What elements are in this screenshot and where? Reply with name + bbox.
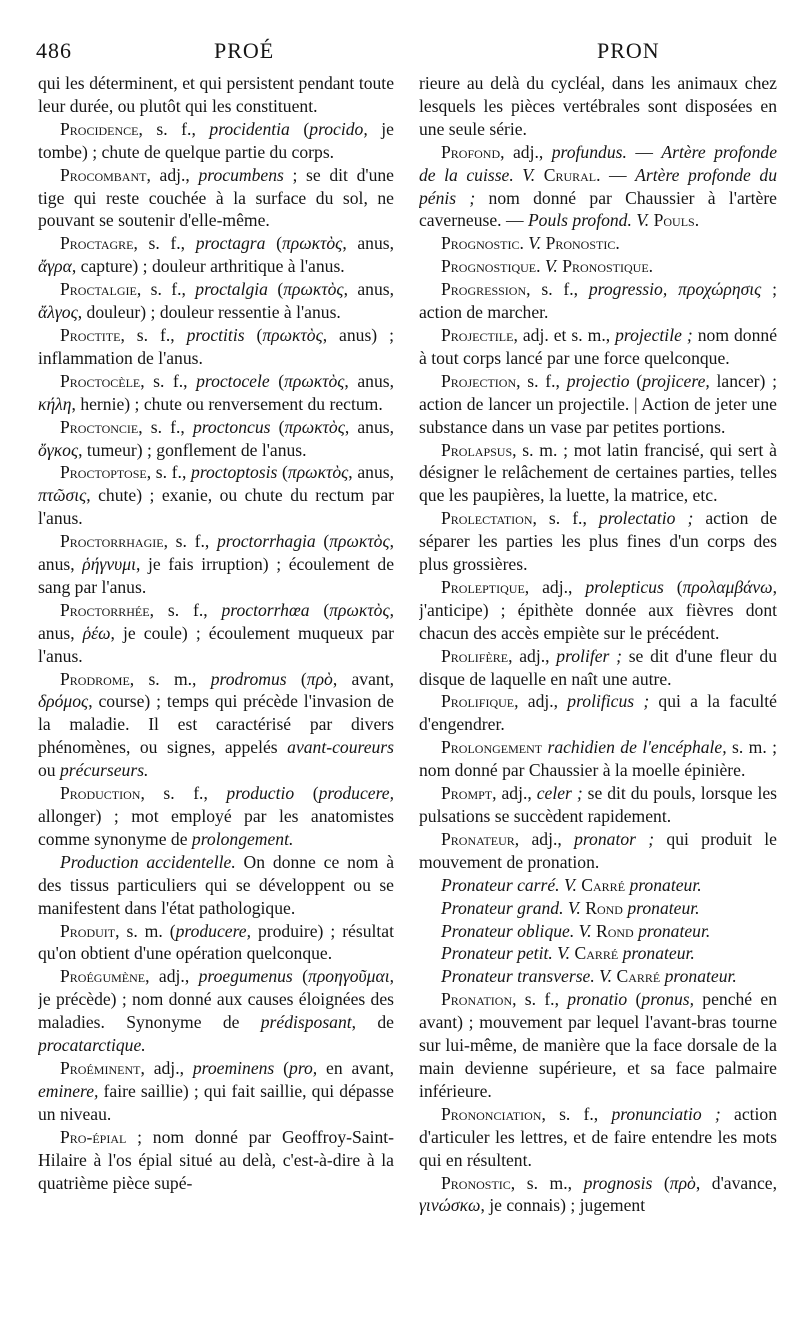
italic-text: V.	[528, 233, 542, 254]
entry-headword: Production	[60, 783, 141, 804]
entry-text: (	[663, 576, 683, 597]
dictionary-entry	[419, 232, 777, 255]
running-head	[32, 38, 772, 68]
entry-text: , s. f.,	[133, 233, 196, 254]
entry-text: , anus) ; inflammation de l'anus.	[38, 324, 394, 368]
italic-text: pronus,	[641, 989, 695, 1010]
italic-text: V.	[578, 920, 592, 941]
entry-text: , s. f.,	[163, 531, 217, 552]
entry-text: (	[277, 462, 288, 483]
entry-text: , anus,	[38, 599, 394, 643]
dictionary-entry	[419, 965, 777, 988]
dictionary-entry	[38, 278, 394, 324]
greek-etymon: πρωκτὸς	[284, 370, 345, 391]
entry-text: , tumeur) ; gonflement de l'anus.	[78, 439, 307, 460]
dictionary-entry	[38, 118, 394, 164]
italic-text: V.	[544, 256, 558, 277]
entry-text: , s. f.,	[140, 370, 197, 391]
entry-headword: Proégumène	[60, 966, 146, 987]
entry-continuation	[419, 72, 777, 141]
entry-text: —	[626, 141, 662, 162]
entry-text: qui les déterminent, et qui persistent pendant toute leur durée, ou plutôt qui les constituent.	[38, 73, 394, 116]
entry-text: ; se dit d'une tige qui reste couchée à la surface du sol, ne pouvant se soutenir d'elle-même.	[38, 164, 394, 231]
italic-text: proctorrhagia	[216, 531, 316, 552]
entry-text: , adj. et s. m.,	[513, 324, 616, 345]
entry-text: produire) ; résultat qu'on obtient d'une opération quelconque.	[38, 920, 394, 964]
dictionary-entry	[38, 782, 394, 851]
dictionary-entry	[419, 278, 777, 324]
italic-text: proctalgia	[195, 279, 268, 300]
cross-reference: Carré	[581, 874, 626, 895]
entry-headword: Prolifique	[441, 691, 515, 712]
greek-etymon: ῥήγνυμι	[82, 554, 136, 575]
dictionary-entry	[38, 164, 394, 233]
entry-headword: Produit	[60, 920, 116, 941]
entry-text: , avant,	[332, 668, 394, 689]
italic-text: producere,	[175, 920, 251, 941]
italic-text: proctoptosis	[191, 462, 278, 483]
italic-text: proctagra	[195, 233, 266, 254]
entry-headword: Proctoptose	[60, 462, 147, 483]
greek-etymon: πρωκτὸς	[281, 233, 343, 254]
italic-text: proctoncus	[192, 416, 271, 437]
entry-headword: Prodrome	[60, 668, 130, 689]
dictionary-entry	[419, 1172, 777, 1218]
entry-text: , s. f.,	[146, 462, 192, 483]
entry-text: (	[309, 599, 330, 620]
entry-text: , adj.,	[146, 164, 199, 185]
entry-text: (	[292, 966, 309, 987]
page-number: 486	[36, 38, 72, 63]
cross-reference: Rond	[585, 897, 623, 918]
entry-text: , s. f.,	[140, 783, 227, 804]
italic-text: rachidien de l'encéphale,	[547, 737, 727, 758]
entry-headword: Prompt	[441, 783, 493, 804]
entry-headword: Profond	[441, 141, 501, 162]
dictionary-entry	[419, 1103, 777, 1172]
entry-headword: Proleptique	[441, 576, 525, 597]
entry-text: , anus,	[344, 370, 394, 391]
italic-text: Artère profonde de la cuisse.	[419, 141, 777, 185]
entry-text: , adj.,	[524, 576, 586, 597]
italic-text: projicere,	[642, 370, 710, 391]
cross-reference: Rond	[595, 920, 634, 941]
entry-text: , s. f.,	[526, 279, 589, 300]
italic-text: précurseurs.	[60, 760, 149, 781]
italic-text: V.	[522, 164, 536, 185]
entry-text: , douleur) ; douleur ressentie à l'anus.	[77, 302, 341, 323]
dictionary-entry	[38, 668, 394, 783]
italic-text: Pronateur transverse.	[441, 966, 595, 987]
italic-text: V.	[599, 966, 613, 987]
entry-text: , s. m. ; mot latin francisé, qui sert à désigner le relâchement de certaines parties, telles que les paupières, la luette, la matrice, etc.	[419, 439, 777, 506]
italic-text: pronateur.	[629, 874, 702, 895]
italic-text: producere,	[318, 783, 394, 804]
entry-text: , course) ; temps qui précède l'invasion de la maladie. Il est caractérisé par divers phénomènes, ou signes, appelés	[38, 691, 394, 758]
entry-text: , adj.,	[514, 691, 568, 712]
entry-text: , adj.,	[514, 828, 575, 849]
greek-etymon: πρὸ	[669, 1172, 696, 1193]
entry-text: , adj.,	[492, 783, 537, 804]
entry-text: , s. m.,	[129, 668, 211, 689]
entry-text: rieure au delà du cycléal, dans les animaux chez lesquels les pièces vertébrales sont disposées en une seule série.	[419, 73, 777, 139]
entry-text: ; nom donné par Geoffroy-Saint-Hilaire à l'os épial situé au delà, c'est-à-dire à la quatrième pièce supé-	[38, 1126, 394, 1193]
entry-text: , adj.,	[145, 966, 199, 987]
dictionary-entry	[38, 599, 394, 668]
greek-etymon: πρωκτὸς	[287, 462, 349, 483]
italic-text: pronatio	[567, 989, 628, 1010]
italic-text: procatarctique.	[38, 1035, 146, 1056]
italic-text: prolifer ;	[556, 645, 622, 666]
italic-text: prédisposant	[260, 1012, 352, 1033]
entry-text: —	[600, 164, 636, 185]
greek-etymon: πρωκτὸς	[284, 416, 345, 437]
dictionary-entry	[419, 828, 777, 874]
entry-text	[535, 165, 544, 185]
dictionary-entry	[38, 965, 394, 1057]
entry-text: qui produit le mouvement de pronation.	[419, 828, 777, 872]
dictionary-entry	[38, 232, 394, 278]
greek-etymon: πρωκτὸς	[283, 279, 344, 300]
entry-text: , s. f.,	[138, 118, 210, 139]
italic-text: V.	[636, 210, 650, 231]
entry-text: (	[244, 324, 263, 345]
dictionary-entry	[38, 920, 394, 966]
entry-text: (	[286, 668, 307, 689]
dictionary-entry	[419, 874, 777, 897]
entry-text: (	[652, 1172, 670, 1193]
entry-text: (	[269, 370, 285, 391]
italic-text: pro,	[289, 1057, 318, 1078]
italic-text: proctorrhœa	[221, 599, 310, 620]
entry-text: , anus,	[38, 531, 394, 575]
entry-text: ou	[38, 760, 60, 781]
italic-text: avant-coureurs	[287, 737, 394, 758]
italic-text: Pouls profond.	[527, 210, 632, 231]
entry-headword: Proctoncie	[60, 416, 139, 437]
dictionary-entry	[38, 370, 394, 416]
italic-text: Production accidentelle.	[60, 851, 236, 872]
entry-headword: Proctorrhagie	[60, 531, 164, 552]
entry-headword: Proctocèle	[60, 370, 141, 391]
entry-headword: Projectile	[441, 324, 514, 345]
greek-etymon: ἄλγος	[38, 302, 78, 323]
entry-headword: Pro-épial	[60, 1126, 127, 1147]
entry-headword: Proctorrhée	[60, 599, 150, 620]
entry-text: ; action de marcher.	[419, 279, 777, 323]
entry-text: , adj.,	[500, 141, 552, 162]
entry-headword: Procombant	[60, 164, 147, 185]
italic-text: pronateur.	[638, 920, 711, 941]
entry-headword: Prolifère	[441, 645, 509, 666]
italic-text: Pronateur carré.	[441, 874, 560, 895]
entry-text: , s. f.,	[516, 370, 567, 391]
cross-reference: Pronostic.	[545, 233, 620, 254]
italic-text: prognosis	[583, 1172, 653, 1193]
greek-etymon: ὄγκος	[38, 439, 79, 460]
dictionary-entry	[38, 1126, 394, 1195]
entry-text: lancer) ; action de lancer un projectile. | Action de jeter une substance dans un vase par petites portions.	[419, 370, 777, 437]
entry-text: , chute) ; exanie, ou chute du rectum par l'anus.	[38, 485, 394, 529]
italic-text: prolongement.	[191, 828, 294, 849]
dictionary-entry	[38, 851, 394, 920]
italic-text: V.	[557, 943, 571, 964]
italic-text: Pronateur grand.	[441, 897, 564, 918]
entry-text: , s. f.,	[120, 324, 187, 345]
entry-text: , s. f.,	[149, 599, 222, 620]
italic-text: procumbens	[198, 164, 284, 185]
italic-text: celer ;	[536, 783, 583, 804]
entry-text: (	[629, 370, 643, 391]
entry-text: , d'avance,	[695, 1172, 777, 1193]
entry-text: , s. f.,	[541, 1103, 612, 1124]
italic-text: progressio,	[588, 279, 668, 300]
dictionary-entry	[419, 324, 777, 370]
entry-text: , anus,	[344, 416, 394, 437]
entry-text: .	[536, 256, 545, 277]
entry-text: penché en avant) ; mouvement par lequel l'avant-bras tourne sur lui-même, de manière que la face dorsale de la main devienne supérieure, et sa face palmaire inférieure.	[419, 989, 777, 1101]
entry-headword: Prolectation	[441, 508, 533, 529]
cross-reference: Pronostique.	[562, 256, 654, 277]
dictionary-entry	[38, 416, 394, 462]
entry-text: , capture) ; douleur arthritique à l'anus.	[71, 256, 345, 277]
entry-text: je tombe) ; chute de quelque partie du corps.	[38, 118, 394, 162]
dictionary-entry	[38, 1057, 394, 1126]
entry-continuation	[38, 72, 394, 118]
entry-headword: Prolapsus	[441, 439, 513, 460]
dictionary-entry	[419, 988, 777, 1103]
greek-etymon: πρωκτὸς	[329, 531, 390, 552]
greek-etymon: προηγοῦμαι	[308, 966, 390, 987]
italic-text: proeminens	[192, 1057, 275, 1078]
entry-text: , anus,	[348, 462, 394, 483]
left-running-heading: PROÉ	[214, 38, 275, 63]
entry-text: se dit d'une fleur du disque de laquelle en naît une autre.	[419, 645, 777, 689]
italic-text: Artère profonde du pénis ;	[419, 164, 777, 208]
dictionary-entry	[419, 942, 777, 965]
entry-text: , s. f.,	[138, 416, 193, 437]
dictionary-entry	[38, 324, 394, 370]
italic-text: projectio	[566, 370, 630, 391]
greek-etymon: προχώρησις	[678, 279, 762, 300]
italic-text: pronateur.	[622, 943, 695, 964]
entry-text: qui a la faculté d'engendrer.	[419, 691, 777, 735]
greek-etymon: προλαμβάνω	[682, 576, 773, 597]
entry-text: en avant,	[317, 1057, 394, 1078]
dictionary-entry	[419, 645, 777, 691]
entry-text: (	[315, 531, 330, 552]
greek-etymon: ἄγρα	[38, 256, 72, 277]
entry-text: , s. m.,	[510, 1172, 584, 1193]
entry-text: (	[289, 118, 310, 139]
italic-text: profundus.	[551, 141, 627, 162]
entry-text: , je fais irruption) ; écoulement de sang par l'anus.	[38, 554, 394, 597]
dictionary-entry	[419, 576, 777, 645]
entry-text: se dit du pouls, lorsque les pulsations se succèdent rapidement.	[419, 783, 777, 826]
entry-headword: Prononciation	[441, 1103, 542, 1124]
entry-headword: Pronateur	[441, 828, 515, 849]
entry-text: , s. m. (	[115, 920, 176, 941]
greek-etymon: πρωκτὸς	[262, 324, 323, 345]
italic-text: prodromus	[210, 668, 287, 689]
entry-text: (	[627, 989, 642, 1010]
greek-etymon: κήλη	[38, 393, 72, 414]
cross-reference: Carré	[616, 966, 661, 987]
entry-text: , de	[351, 1012, 394, 1033]
entry-text: , adj.,	[508, 645, 557, 666]
cross-reference: Carré	[574, 943, 619, 964]
entry-text: , s. f.,	[136, 279, 196, 300]
right-column	[419, 72, 777, 1312]
italic-text: pronateur.	[664, 966, 737, 987]
entry-text: (	[274, 1057, 290, 1078]
dictionary-entry	[419, 920, 777, 943]
entry-text: .	[519, 233, 529, 254]
italic-text: prolificus ;	[567, 691, 650, 712]
right-running-heading: PRON	[597, 38, 660, 63]
entry-text: , j'anticipe) ; épithète donnée aux fièvres dont chacun des accès empiète sur le précédent.	[419, 576, 777, 643]
entry-headword: Prolongement	[441, 737, 543, 758]
entry-text: , je coule) ; écoulement muqueux par l'anus.	[38, 622, 394, 666]
greek-etymon: πρὸ	[306, 668, 333, 689]
entry-text: nom donné par Chaussier à l'artère caverneuse. —	[419, 187, 777, 231]
entry-headword: Prognostic	[441, 233, 520, 254]
italic-text: V.	[563, 874, 577, 895]
entry-headword: Progression	[441, 279, 527, 300]
entry-headword: Proctite	[60, 324, 121, 345]
dictionary-entry	[419, 255, 777, 278]
dictionary-entry	[419, 439, 777, 508]
entry-text: (	[265, 233, 282, 254]
entry-headword: Proctagre	[60, 233, 134, 254]
greek-etymon: γινώσκω	[419, 1195, 481, 1216]
left-column	[38, 72, 394, 1312]
dictionary-entry	[38, 461, 394, 530]
entry-text: , anus,	[343, 279, 394, 300]
dictionary-entry	[419, 690, 777, 736]
italic-text: proctitis	[186, 324, 245, 345]
entry-headword: Proéminent	[60, 1057, 141, 1078]
entry-text: action de séparer les parties les plus fines d'un corps des plus grossières.	[419, 508, 777, 575]
dictionary-entry	[419, 507, 777, 576]
dictionary-entry	[419, 897, 777, 920]
entry-text: , s. f.,	[532, 508, 599, 529]
italic-text: productio	[226, 783, 295, 804]
entry-text	[667, 279, 678, 299]
entry-headword: Proctalgie	[60, 279, 137, 300]
entry-text: action d'articuler les lettres, et de faire entendre les mots qui en résultent.	[419, 1103, 777, 1170]
dictionary-entry	[419, 141, 777, 233]
entry-text: On donne ce nom à des tissus particuliers qui se développent ou se manifestent dans l'état pathologique.	[38, 851, 394, 918]
dictionary-entry	[419, 736, 777, 782]
entry-text: nom donné à tout corps lancé par une force quelconque.	[419, 324, 777, 368]
cross-reference: Pouls.	[653, 210, 700, 231]
entry-text: , anus,	[342, 233, 394, 254]
italic-text: prolectatio ;	[598, 508, 694, 529]
dictionary-entry	[38, 530, 394, 599]
entry-text: , je précède) ; nom donné aux causes éloignées des maladies. Synonyme de	[38, 966, 394, 1033]
italic-text: eminere,	[38, 1080, 99, 1101]
entry-headword: Procidence	[60, 118, 139, 139]
italic-text: proctocele	[196, 370, 270, 391]
entry-headword: Pronation	[441, 989, 513, 1010]
entry-text: (	[270, 416, 285, 437]
entry-text	[514, 165, 523, 185]
dictionary-entry	[419, 370, 777, 439]
italic-text: projectile ;	[615, 324, 693, 345]
italic-text: Pronateur oblique.	[441, 920, 575, 941]
italic-text: procidentia	[209, 118, 290, 139]
entry-text: , hernie) ; chute ou renversement du rectum.	[71, 393, 383, 414]
entry-headword: Pronostic	[441, 1172, 511, 1193]
entry-text: , adj.,	[140, 1057, 193, 1078]
italic-text: pronateur.	[627, 897, 700, 918]
entry-text: (	[267, 279, 284, 300]
italic-text: V.	[567, 897, 581, 918]
italic-text: prolepticus	[585, 576, 664, 597]
italic-text: pronator ;	[574, 828, 655, 849]
entry-text: , je connais) ; jugement	[480, 1195, 646, 1216]
entry-text: s. m. ; nom donné par Chaussier à la moelle épinière.	[419, 737, 777, 781]
greek-etymon: πρωκτὸς	[329, 599, 390, 620]
entry-text: , s. f.,	[512, 989, 568, 1010]
greek-etymon: πτῶσις	[38, 485, 87, 506]
italic-text: pronunciatio ;	[611, 1103, 721, 1124]
italic-text: proegumenus	[198, 966, 293, 987]
cross-reference: Crural.	[543, 164, 601, 185]
entry-headword: Prognostique	[441, 256, 537, 277]
italic-text: procido,	[309, 118, 368, 139]
greek-etymon: ῥέω	[82, 622, 111, 643]
entry-text: (	[294, 783, 319, 804]
entry-text: allonger) ; mot employé par les anatomistes comme synonyme de	[38, 806, 394, 849]
entry-text: faire saillie) ; qui fait saillie, qui dépasse un niveau.	[38, 1080, 394, 1124]
entry-headword: Projection	[441, 370, 517, 391]
italic-text: Pronateur petit.	[441, 943, 553, 964]
greek-etymon: δρόμος	[38, 691, 89, 712]
dictionary-entry	[419, 782, 777, 828]
